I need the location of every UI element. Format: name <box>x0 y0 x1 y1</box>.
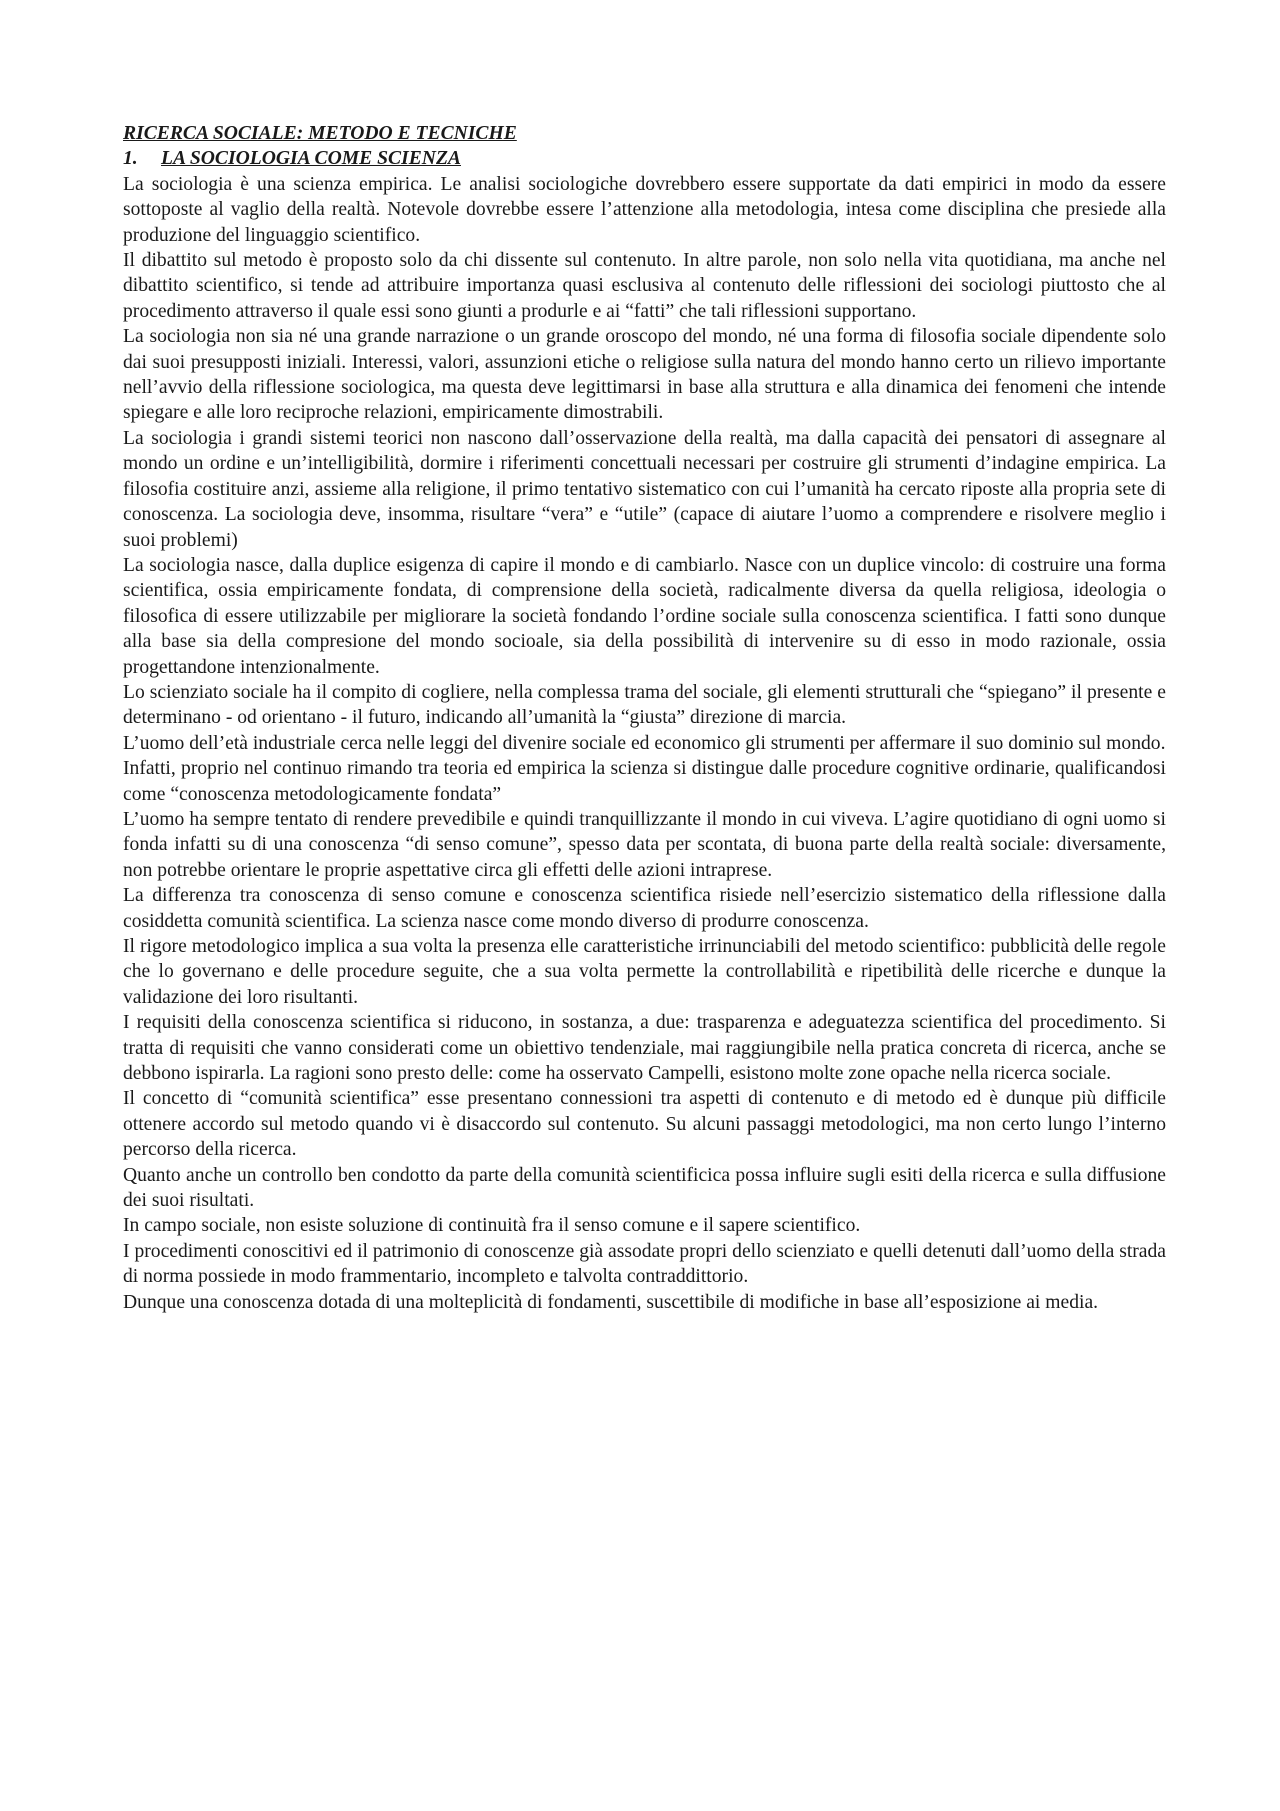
paragraph: La differenza tra conoscenza di senso comune e conoscenza scientifica risiede nell’esercizio sistematico della riflessione dalla cosiddetta comunità scientifica. La scienza nasce come mondo diverso di produrre conoscenza. <box>123 885 1166 932</box>
document-page <box>123 121 1166 1315</box>
paragraph: Quanto anche un controllo ben condotto da parte della comunità scientificica possa influire sugli esiti della ricerca e sulla diffusione dei suoi risultati. <box>123 1164 1166 1212</box>
paragraph: Dunque una conoscenza dotada di una molteplicità di fondamenti, suscettibile di modifiche in base all’esposizione ai media. <box>123 1291 1099 1313</box>
section-title: LA SOCIOLOGIA COME SCIENZA <box>161 148 461 170</box>
paragraph: La sociologia nasce, dalla duplice esigenza di capire il mondo e di cambiarlo. Nasce con un duplice vincolo: di costruire una forma scientifica, ossia empiricamente fondata, di comprensione della società, radicalmente diversa da quella religiosa, ideologia o filosofica di essere utilizzabile per migliorare la società fondando l’ordine sociale sulla conoscenza scientifica. I fatti sono dunque alla base sia della compresione del mondo socioale, sia della possibilità di intervenire su di esso in modo razionale, ossia progettandone intenzionalmente. <box>123 554 1166 678</box>
paragraph: Infatti, proprio nel continuo rimando tra teoria ed empirica la scienza si distingue dalle procedure cognitive ordinarie, qualificandosi come “conoscenza metodologicamente fondata” <box>123 758 1166 805</box>
paragraph: Il dibattito sul metodo è proposto solo da chi dissente sul contenuto. In altre parole, non solo nella vita quotidiana, ma anche nel dibattito scientifico, si tende ad attribuire importanza quasi esclusiva al contenuto delle riflessioni dei sociologi piuttosto che al procedimento attraverso il quale essi sono giunti a produrle e ai “fatti” che tali riflessioni supportano. <box>123 250 1166 322</box>
paragraph: I procedimenti conoscitivi ed il patrimonio di conoscenze già assodate propri dello scienziato e quelli detenuti dall’uomo della strada di norma possiede in modo frammentario, incompleto e talvolta contraddittorio. <box>123 1240 1166 1288</box>
paragraph: La sociologia è una scienza empirica. Le analisi sociologiche dovrebbero essere supportate da dati empirici in modo da essere sottoposte al vaglio della realtà. Notevole dovrebbe essere l’attenzione alla metodologia, intesa come disciplina che presiede alla produzione del linguaggio scientifico. <box>123 173 1166 246</box>
paragraph: Lo scienziato sociale ha il compito di cogliere, nella complessa trama del sociale, gli elementi strutturali che “spiegano” il presente e determinano - od orientano - il futuro, indicando all’umanità la “giusta” direzione di marcia. <box>123 681 1166 729</box>
document-title: RICERCA SOCIALE: METODO E TECNICHE <box>123 123 517 144</box>
paragraph: La sociologia i grandi sistemi teorici non nascono dall’osservazione della realtà, ma dalla capacità dei pensatori di assegnare al mondo un ordine e un’intelligibilità, dormire i riferimenti concettuali necessari per costruire gli strumenti d’indagine empirica. La filosofia costituire anzi, assieme alla religione, il primo tentativo sistematico con cui l’umanità ha cercato riposte alla propria sete di conoscenza. La sociologia deve, insomma, risultare “vera” e “utile” (capace di aiutare l’uomo a comprendere e risolvere meglio i suoi problemi) <box>123 427 1166 551</box>
document-body <box>123 172 1166 1315</box>
section-heading <box>123 146 1166 171</box>
paragraph: In campo sociale, non esiste soluzione di continuità fra il senso comune e il sapere scientifico. <box>123 1215 861 1237</box>
paragraph: Il concetto di “comunità scientifica” esse presentano connessioni tra aspetti di contenuto e di metodo ed è dunque più difficile ottenere accordo sul metodo quando vi è disaccordo sul contenuto. Su alcuni passaggi metodologici, ma non certo lungo l’interno percorso della ricerca. <box>123 1088 1166 1161</box>
paragraph: Il rigore metodologico implica a sua volta la presenza elle caratteristiche irrinunciabili del metodo scientifico: pubblicità delle regole che lo governano e delle procedure seguite, che a sua volta permette la controllabilità e ripetibilità delle ricerche e dunque la validazione dei loro risultanti. <box>123 936 1166 1008</box>
paragraph: La sociologia non sia né una grande narrazione o un grande oroscopo del mondo, né una forma di filosofia sociale dipendente solo dai suoi presupposti iniziali. Interessi, valori, assunzioni etiche o religiose sulla natura del mondo hanno certo un rilievo importante nell’avvio della riflessione sociologica, ma questa deve legittimarsi in base alla struttura e alla dinamica dei fenomeni che intende spiegare e alle loro reciproche relazioni, empiricamente dimostrabili. <box>123 326 1166 424</box>
paragraph: I requisiti della conoscenza scientifica si riducono, in sostanza, a due: trasparenza e adeguatezza scientifica del procedimento. Si tratta di requisiti che vanno considerati come un obiettivo tendenziale, mai raggiungibile nella pratica concreta di ricerca, anche se debbono ispirarla. La ragioni sono presto delle: come ha osservato Campelli, esistono molte zone opache nella ricerca sociale. <box>123 1012 1166 1085</box>
paragraph: L’uomo ha sempre tentato di rendere prevedibile e quindi tranquillizzante il mondo in cui viveva. L’agire quotidiano di ogni uomo si fonda infatti su di una conoscenza “di senso comune”, spesso data per scontata, di buona parte della realtà sociale: diversamente, non potrebbe orientare le proprie aspettative circa gli effetti delle azioni intraprese. <box>123 808 1166 881</box>
section-number: 1. <box>123 148 138 170</box>
paragraph: L’uomo dell’età industriale cerca nelle leggi del divenire sociale ed economico gli strumenti per affermare il suo dominio sul mondo. <box>123 732 1166 754</box>
